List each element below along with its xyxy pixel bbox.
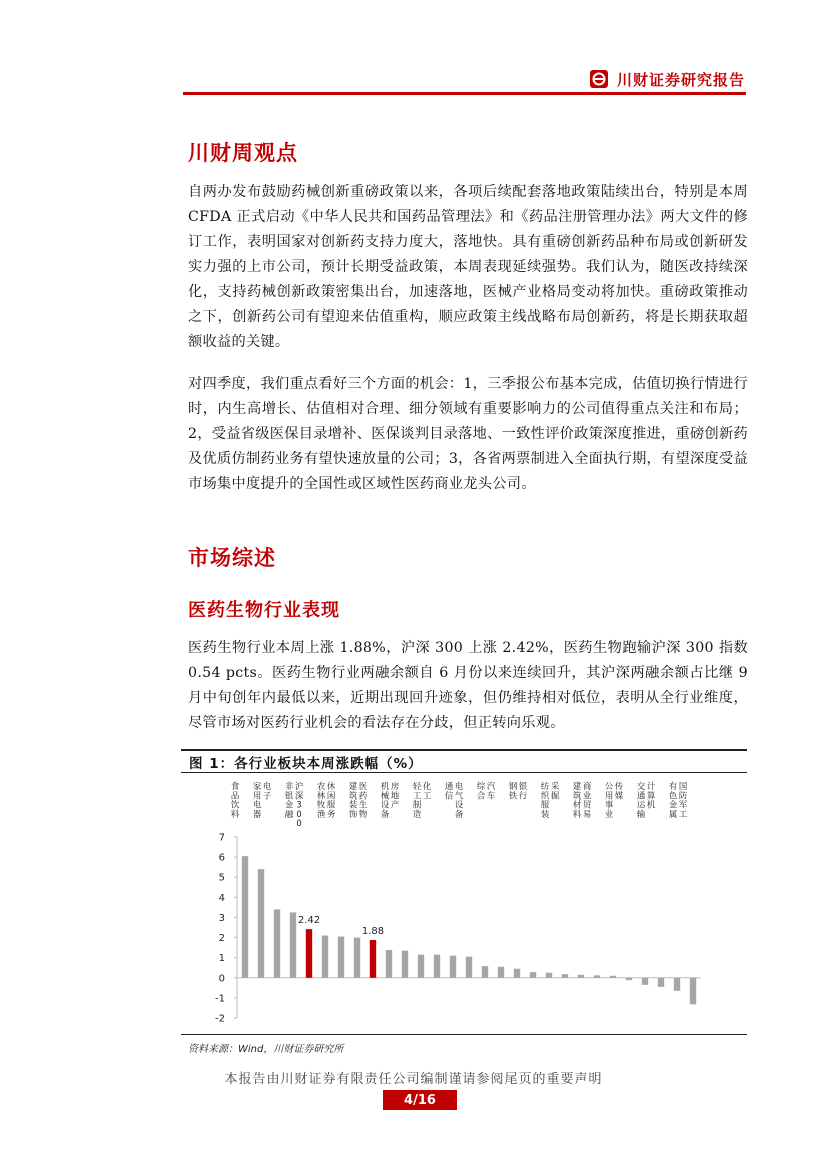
bar-chart [181,775,747,1030]
bar-23 [594,975,600,977]
figure-title-bar [181,749,747,773]
category-label: 纺织服装 [540,781,550,819]
category-label: 计算机 [646,781,656,810]
y-tick-label: 4 [218,892,225,904]
bar-16 [482,966,488,978]
category-label: 建筑装饰 [348,781,358,819]
bar-26 [642,978,648,985]
category-label: 农林牧渔 [316,781,326,819]
category-label: 公用事业 [604,781,614,819]
bar-22 [578,975,584,978]
header-brand [589,66,745,92]
category-label: 国防军工 [678,781,688,819]
bar-8 [354,938,360,978]
bar-6 [322,936,328,978]
bar-4 [290,912,296,977]
bar-18 [514,969,520,978]
y-tick-label: 5 [218,872,225,884]
bar-29 [690,978,696,1005]
category-label: 机械设备 [380,781,390,819]
y-tick-label: 0 [218,973,225,985]
figure-source: 资料来源：Wind，川财证券研究所 [188,1044,344,1055]
weekly-view-body-2 [188,372,748,497]
category-label: 电气设备 [454,781,464,819]
bar-19 [530,972,536,978]
weekly-view-paragraph-1: 自两办发布鼓励药械创新重磅政策以来，各项后续配套落地政策陆续出台，特别是本周 CFDA 正式启动《中华人民共和国药品管理法》和《药品注册管理办法》两大文件的修订工作，表明国家对创新药支持力度大，落地快。具有重磅创新药品种布局或创新研发实力强的上市公司，预计长期受益政策，本周表现延续强势。我们认为，随医改持续深化，支持药械创新政策密集出台，加速落地，医械产业格局变动将加快。重磅政策推动之下，创新药公司有望迎来估值重构，顺应政策主线战略布局创新药，将是长期获取超额收益的关键。 [188,184,748,350]
category-label: 交通运输 [636,781,646,819]
category-label: 医药生物 [358,781,368,819]
category-label: 综合 [476,781,486,801]
section-title-market-overview: 市场综述 [188,546,276,570]
y-tick-label: -1 [215,993,225,1005]
bar-11 [402,951,408,978]
category-label: 传媒 [614,781,624,801]
category-label: 钢铁 [508,781,518,801]
figure-bottom-rule [181,1034,747,1035]
category-label: 化工 [422,781,432,801]
data-label: 2.42 [297,915,321,927]
bar-12 [418,955,424,978]
category-label: 非银金融 [284,781,294,819]
brand-logo-icon [589,69,609,89]
category-label: 沪深 3 0 0 [294,781,304,829]
bar-9 [370,940,376,978]
bar-17 [498,967,504,978]
bar-15 [466,957,472,978]
weekly-view-paragraph-2: 对四季度，我们重点看好三个方面的机会：1，三季报公布基本完成，估值切换行情进行时，内生高增长、估值相对合理、细分领域有重要影响力的公司值得重点关注和布局；2，受益省级医保目录增补、医保谈判目录落地、一致性评价政策深度推进，重磅创新药及优质仿制药业务有望快速放量的公司；3，各省两票制进入全面执行期，有望深度受益市场集中度提升的全国性或区域性医药商业龙头公司。 [188,376,748,492]
category-label: 汽车 [486,781,496,801]
bar-13 [434,955,440,978]
industry-performance-section [188,596,748,622]
bar-21 [562,974,568,978]
industry-performance-body [188,636,748,736]
category-label: 建筑材料 [572,781,582,819]
category-label: 休闲服务 [326,781,336,819]
y-tick-label: 1 [218,953,225,965]
bar-20 [546,973,552,978]
weekly-view-body [188,180,748,355]
y-tick-label: -2 [215,1013,225,1025]
category-label: 房地产 [390,781,400,810]
category-label: 采掘 [550,781,560,801]
market-overview-section [188,542,748,572]
bar-5 [306,929,312,978]
data-label: 1.88 [361,925,385,937]
section-title-weekly-view: 川财周观点 [188,141,298,165]
category-label: 电子 [262,781,272,801]
bar-24 [610,976,616,978]
category-label: 银行 [518,781,528,801]
footer-disclaimer: 本报告由川财证券有限责任公司编制谨请参阅尾页的重要声明 [224,1072,603,1087]
category-label: 有色金属 [668,781,678,819]
bar-2 [258,869,264,978]
bar-3 [274,909,280,977]
figure-title: 图 1：各行业板块本周涨跌幅（%） [189,755,423,772]
category-label: 轻工制造 [412,781,422,819]
y-tick-label: 7 [218,832,225,844]
bar-27 [658,978,664,987]
bar-7 [338,937,344,978]
category-label: 家用电器 [252,781,262,819]
category-label: 食品饮料 [230,781,240,819]
bar-25 [626,978,632,980]
bar-10 [386,950,392,978]
y-tick-label: 6 [218,852,225,864]
category-label: 商业贸易 [582,781,592,819]
industry-paragraph: 医药生物行业本周上涨 1.88%，沪深 300 上涨 2.42%，医药生物跑输沪深 300 指数 0.54 pcts。医药生物行业两融余额自 6 月份以来连续回升，其沪深两融余额占比继 9 月中旬创年内最低以来，近期出现回升迹象，但仍维持相对低位，表明从全行业维度，尽管市场对医药行业机会的看法存在分歧，但正转向乐观。 [188,640,748,731]
bar-14 [450,956,456,978]
brand-name: 川财证券研究报告 [616,70,745,89]
header-rule [183,92,746,95]
bar-1 [242,856,248,978]
y-tick-label: 2 [218,933,225,945]
y-tick-label: 3 [218,912,225,924]
page-number: 4/16 [383,1090,457,1110]
subsection-title-industry-performance: 医药生物行业表现 [188,600,340,621]
category-label: 通信 [444,781,454,801]
bar-28 [674,978,680,991]
weekly-view-section [188,137,748,167]
